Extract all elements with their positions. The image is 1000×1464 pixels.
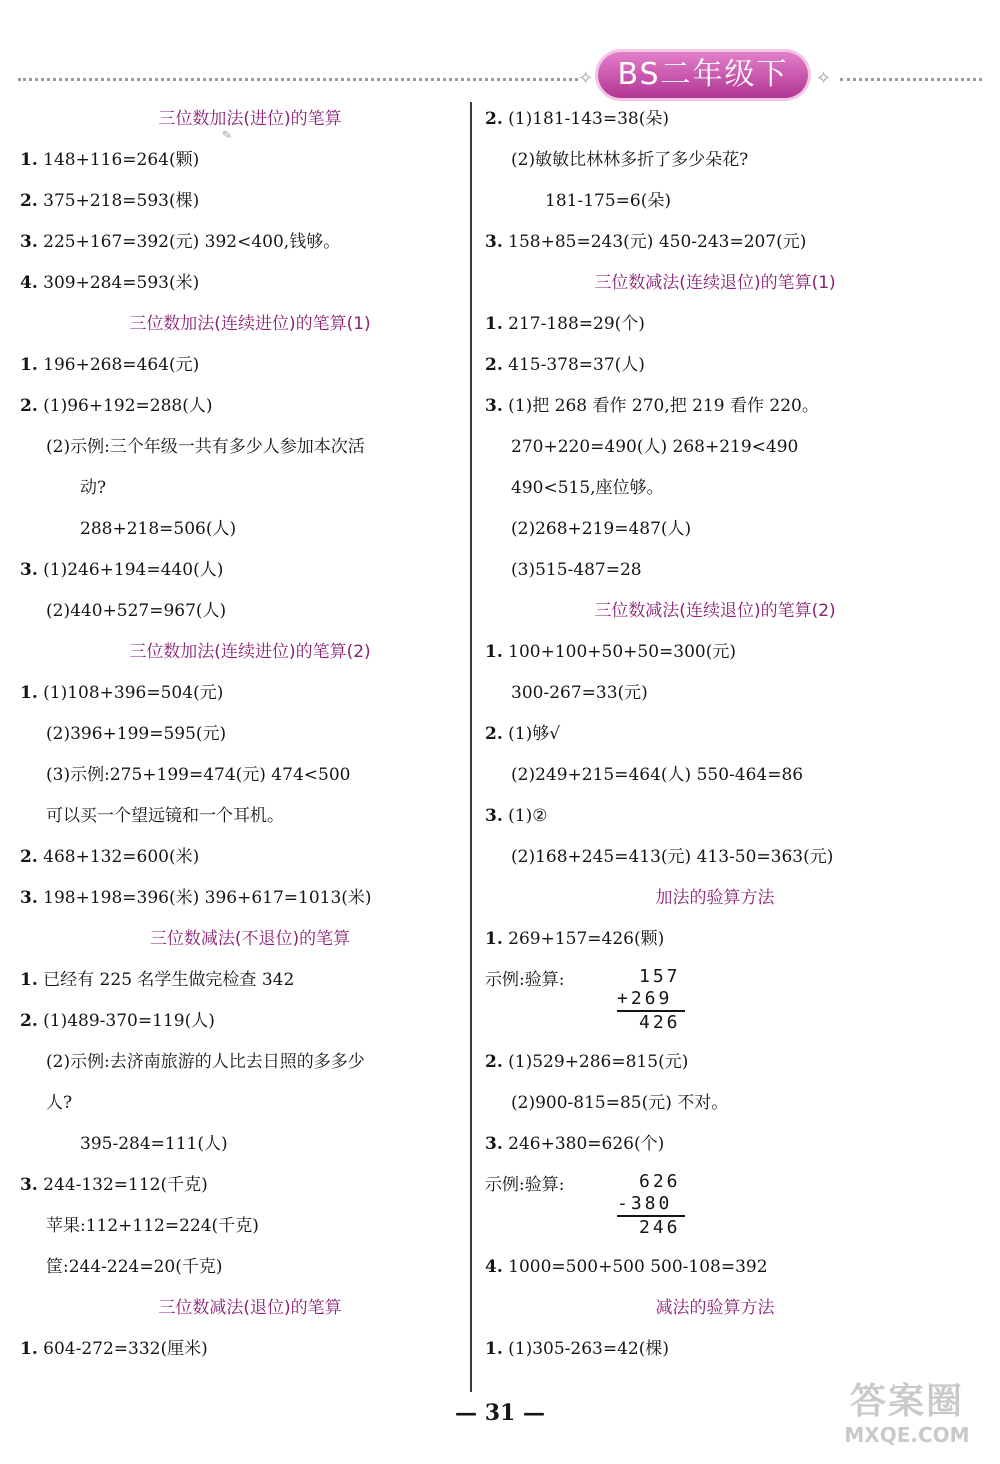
answer-line: 筐:244-224=20(千克)	[46, 1257, 223, 1277]
answer-line: 395-284=111(人)	[80, 1134, 228, 1154]
answer-line: 3. (1)246+194=440(人)	[20, 560, 224, 580]
answer-line: 4. 309+284=593(米)	[20, 273, 200, 293]
answer-line: 2. 468+132=600(米)	[20, 847, 200, 867]
section-heading: 三位数加法(进位)的笔算	[158, 109, 342, 129]
answer-line: 3. 225+167=392(元) 392<400,钱够。	[20, 232, 341, 252]
answer-line: 1. 217-188=29(个)	[485, 314, 645, 334]
answer-line: (2)示例:去济南旅游的人比去日照的多多少	[46, 1052, 365, 1072]
answer-line: (2)900-815=85(元) 不对。	[511, 1093, 729, 1113]
section-heading: 三位数加法(连续进位)的笔算(1)	[129, 314, 371, 334]
answer-line: (2)396+199=595(元)	[46, 724, 227, 744]
check-figures	[617, 966, 685, 1034]
check-top-number: 157	[639, 966, 681, 987]
watermark-url: MXQE.COM	[844, 1423, 970, 1447]
check-label: 示例:验算:	[485, 970, 565, 990]
answer-line: 2. (1)529+286=815(元)	[485, 1052, 689, 1072]
header-ornament-left-icon: ✧	[578, 68, 594, 89]
check-result: 246	[639, 1217, 681, 1238]
answer-line: 1. 148+116=264(颗)	[20, 150, 200, 170]
check-top-number: 626	[639, 1171, 681, 1192]
answer-line: 181-175=6(朵)	[545, 191, 671, 211]
grade-badge: BS二年级下	[598, 52, 808, 98]
section-heading: 加法的验算方法	[655, 888, 775, 908]
check-operand: -380	[617, 1193, 673, 1214]
check-result: 426	[639, 1012, 681, 1033]
answer-line: 3. (1)②	[485, 806, 548, 826]
answer-line: 3. 198+198=396(米) 396+617=1013(米)	[20, 888, 372, 908]
answer-line: (2)示例:三个年级一共有多少人参加本次活	[46, 437, 365, 457]
header-dotted-rule-right	[840, 78, 982, 81]
answer-line: 2. (1)489-370=119(人)	[20, 1011, 215, 1031]
answer-line: 2. 415-378=37(人)	[485, 355, 645, 375]
vertical-check-calculation	[485, 960, 945, 1042]
right-answer-column	[485, 99, 945, 1370]
answer-line: 2. 375+218=593(棵)	[20, 191, 200, 211]
answer-line: 2. (1)96+192=288(人)	[20, 396, 213, 416]
answer-line: 1. 已经有 225 名学生做完检查 342	[20, 970, 295, 990]
header-ornament-right-icon: ✧	[816, 68, 832, 89]
answer-line: 1. 269+157=426(颗)	[485, 929, 665, 949]
answer-line: (2)敏敏比林林多折了多少朵花?	[511, 150, 749, 170]
site-watermark	[822, 1382, 992, 1454]
check-operand: +269	[617, 988, 673, 1009]
answer-line: 490<515,座位够。	[511, 478, 664, 498]
section-heading: 三位数加法(连续进位)的笔算(2)	[129, 642, 371, 662]
answer-line: (2)268+219=487(人)	[511, 519, 692, 539]
section-heading: 三位数减法(退位)的笔算	[158, 1298, 342, 1318]
answer-line: 3. 244-132=112(千克)	[20, 1175, 208, 1195]
answer-line: (3)示例:275+199=474(元) 474<500	[46, 765, 351, 785]
section-heading: 三位数减法(连续退位)的笔算(2)	[594, 601, 836, 621]
answer-line: 苹果:112+112=224(千克)	[46, 1216, 259, 1236]
answer-line: (2)249+215=464(人) 550-464=86	[511, 765, 804, 785]
answer-line: (2)168+245=413(元) 413-50=363(元)	[511, 847, 834, 867]
header-dotted-rule-left	[18, 78, 578, 81]
answer-line: 1. (1)305-263=42(棵)	[485, 1339, 670, 1359]
handwritten-mark-icon: ✎	[221, 127, 233, 143]
answer-line: 300-267=33(元)	[511, 683, 648, 703]
answer-line: 3. 158+85=243(元) 450-243=207(元)	[485, 232, 807, 252]
answer-line: 1. 196+268=464(元)	[20, 355, 200, 375]
answer-line: 2. (1)181-143=38(朵)	[485, 109, 670, 129]
answer-line: 可以买一个望远镜和一个耳机。	[46, 806, 284, 826]
answer-line: 3. (1)把 268 看作 270,把 219 看作 220。	[485, 396, 819, 416]
answer-line: 人?	[46, 1093, 73, 1113]
answer-line: 1. 604-272=332(厘米)	[20, 1339, 208, 1359]
check-label: 示例:验算:	[485, 1175, 565, 1195]
answer-line: 2. (1)够√	[485, 724, 561, 744]
check-figures	[617, 1171, 685, 1239]
answer-line: 288+218=506(人)	[80, 519, 237, 539]
section-heading: 减法的验算方法	[655, 1298, 775, 1318]
answer-line: 1. 100+100+50+50=300(元)	[485, 642, 737, 662]
answer-line: 4. 1000=500+500 500-108=392	[485, 1257, 768, 1277]
section-heading: 三位数减法(连续退位)的笔算(1)	[594, 273, 836, 293]
vertical-check-calculation	[485, 1165, 945, 1247]
section-heading: 三位数减法(不退位)的笔算	[149, 929, 351, 949]
answer-line: (3)515-487=28	[511, 560, 642, 580]
page-number: — 31 —	[455, 1400, 545, 1426]
answer-line: 动?	[80, 478, 107, 498]
watermark-title: 答案圈	[849, 1381, 964, 1422]
answer-line: 1. (1)108+396=504(元)	[20, 683, 224, 703]
left-answer-column	[20, 99, 480, 1370]
answer-line: (2)440+527=967(人)	[46, 601, 227, 621]
answer-line: 270+220=490(人) 268+219<490	[511, 437, 799, 457]
answer-line: 3. 246+380=626(个)	[485, 1134, 665, 1154]
